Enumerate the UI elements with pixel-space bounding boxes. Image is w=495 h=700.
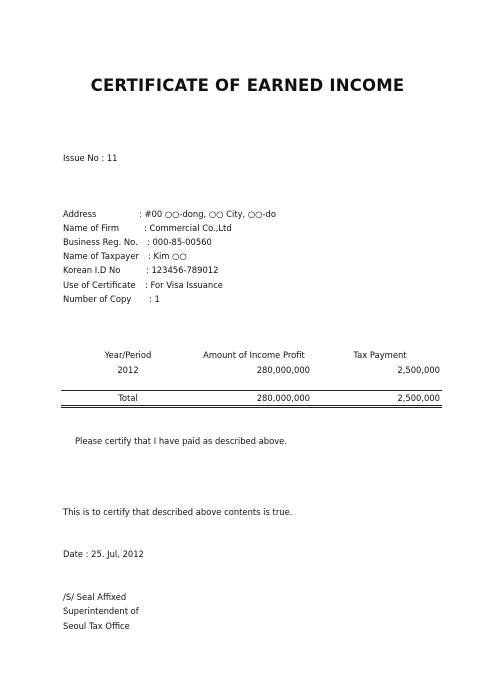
info-value: : For Visa Issuance (145, 280, 223, 290)
info-label: Korean I.D No (63, 265, 121, 275)
info-value: : Kim ○○ (148, 251, 187, 261)
certify-statement: This is to certify that described above contents is true. (63, 507, 293, 517)
column-header-tax: Tax Payment (353, 350, 407, 360)
info-label: Business Reg. No. (63, 237, 138, 247)
column-header-income: Amount of Income Profit (203, 350, 305, 360)
info-label: Use of Certificate (63, 280, 136, 290)
info-label: Number of Copy (63, 294, 132, 304)
total-tax: 2,500,000 (397, 393, 440, 403)
paid-statement: Please certify that I have paid as described above. (75, 436, 287, 446)
total-income: 280,000,000 (256, 393, 310, 403)
info-value: : 000-85-00560 (147, 237, 212, 247)
info-label: Name of Firm (63, 223, 120, 233)
info-value: : 123456-789012 (146, 265, 219, 275)
table-cell-tax: 2,500,000 (397, 365, 440, 375)
total-label: Total (118, 393, 138, 403)
table-bottom-rule-double (61, 407, 442, 408)
info-value: : Commercial Co.,Ltd (144, 223, 232, 233)
document-title: CERTIFICATE OF EARNED INCOME (90, 76, 405, 95)
table-cell-year: 2012 (117, 365, 139, 375)
table-cell-income: 280,000,000 (256, 365, 310, 375)
info-value: : #00 ○○-dong, ○○ City, ○○-do (139, 209, 276, 219)
column-header-year: Year/Period (104, 350, 152, 360)
info-value: : 1 (149, 294, 160, 304)
seal-affixed: /S/ Seal Affixed (63, 592, 127, 602)
info-label: Address (63, 209, 97, 219)
issue-number: Issue No : 11 (63, 153, 118, 163)
signatory-office: Seoul Tax Office (63, 621, 130, 631)
table-divider (61, 390, 442, 391)
issue-date: Date : 25. Jul, 2012 (63, 549, 144, 559)
signatory-title: Superintendent of (63, 606, 139, 616)
table-bottom-rule (61, 405, 442, 406)
info-label: Name of Taxpayer (63, 251, 139, 261)
